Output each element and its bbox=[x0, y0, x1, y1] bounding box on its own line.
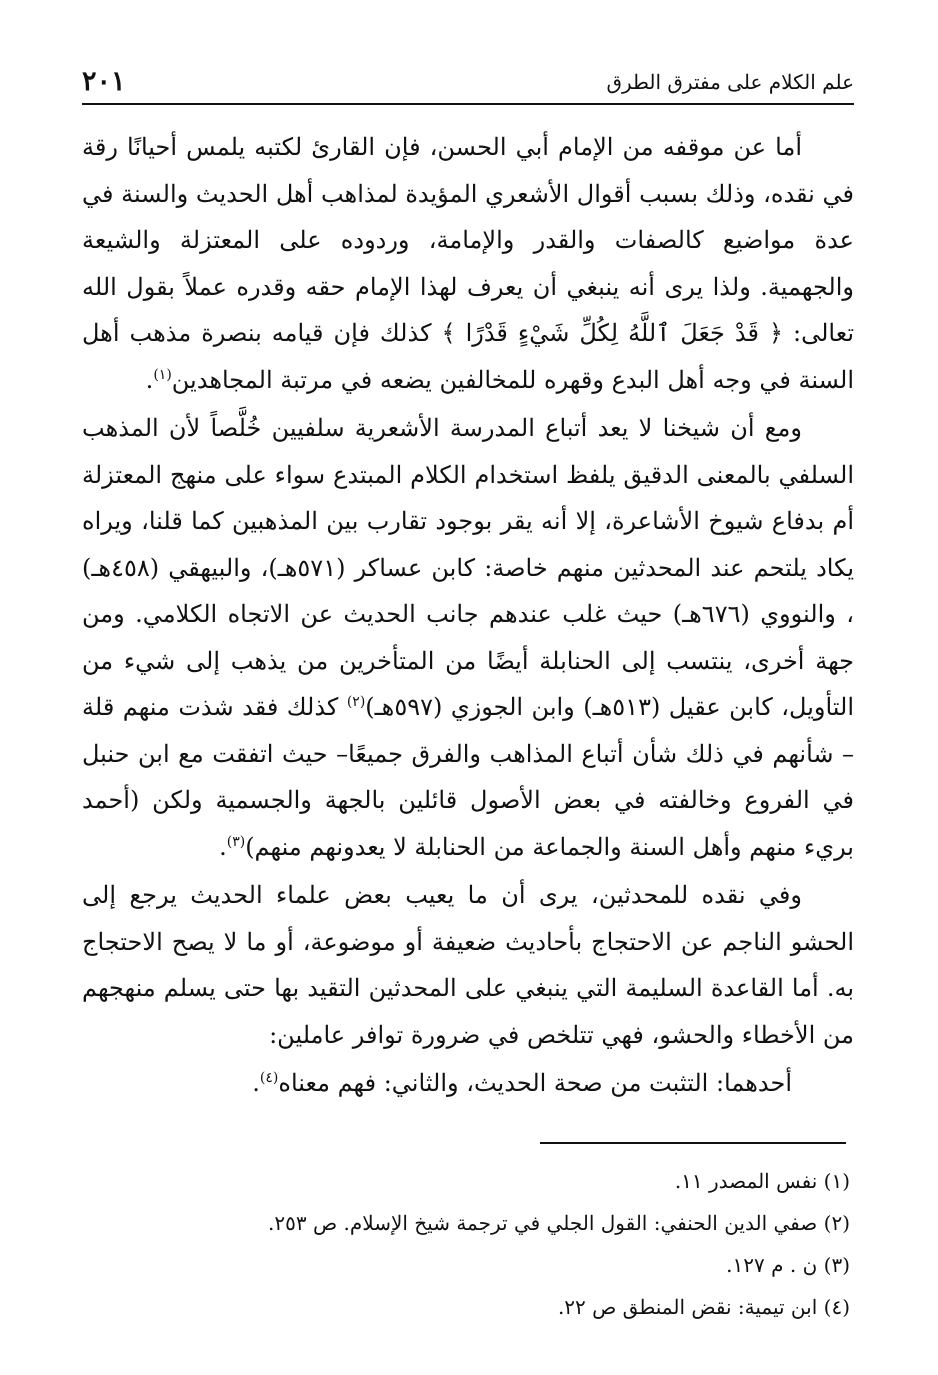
paragraph bbox=[82, 872, 854, 1058]
paragraph bbox=[82, 405, 854, 870]
paragraph-text: ومع أن شيخنا لا يعد أتباع المدرسة الأشعرية سلفيين خُلَّصاً لأن المذهب السلفي بالمعنى الدقيق يلفظ استخدام الكلام المبتدع سواء على منهج المعتزلة أم بدفاع شيوخ الأشاعرة، إلا أنه يقر بوجود تقارب بين المذهبين كما قلنا، ويراه يكاد يلتحم عند المحدثين منهم خاصة: كابن عساكر (٥٧١هـ)، والبيهقي (٤٥٨هـ) ، والنووي (٦٧٦هـ) حيث غلب عندهم جانب الحديث عن الاتجاه الكلامي. ومن جهة أخرى، ينتسب إلى الحنابلة أيضًا من المتأخرين من يذهب إلى شيء من التأويل، كابن عقيل (٥١٣هـ) وابن الجوزي (٥٩٧هـ) bbox=[82, 414, 855, 721]
header-divider bbox=[82, 103, 854, 105]
footnote-reference: (١) bbox=[153, 366, 172, 383]
paragraph-text: أما عن موقفه من الإمام أبي الحسن، فإن القارئ لكتبه يلمس أحيانًا رقة في نقده، وذلك بسبب أقوال الأشعري المؤيدة لمذاهب أهل الحديث والسنة في عدة مواضيع كالصفات والقدر والإمامة، وردوده على المعتزلة والشيعة والجهمية. ولذا يرى أنه ينبغي أن يعرف لهذا الإمام حقه وقدره عملاً بقول الله تعالى: ﴿ قَدْ جَعَلَ ٱللَّهُ لِكُلِّ شَيْءٍ قَدْرًا ﴾ كذلك فإن قيامه بنصرة مذهب أهل السنة في وجه أهل البدع وقهره للمخالفين يضعه في مرتبة المجاهدين bbox=[82, 133, 855, 394]
paragraph bbox=[82, 124, 854, 403]
running-header bbox=[82, 66, 854, 106]
paragraph bbox=[82, 1060, 854, 1107]
footnote: (٢) صفي الدين الحنفي: القول الجلي في ترجمة شيخ الإسلام. ص ٢٥٣. bbox=[268, 1211, 850, 1235]
paragraph-text: كذلك فقد شذت منهم قلة – شأنهم في ذلك شأن أتباع المذاهب والفرق جميعًا– حيث اتفقت مع ابن حنبل في الفروع وخالفته في بعض الأصول قائلين بالجهة والجسمية ولكن (أحمد بريء منهم وأهل السنة والجماعة من الحنابلة لا يعدونهم منهم) bbox=[82, 693, 854, 861]
footnote: (٣) ن . م ١٢٧. bbox=[726, 1253, 850, 1277]
page-number: ٢٠١ bbox=[82, 66, 126, 97]
footnote: (٤) ابن تيمية: نقض المنطق ص ٢٢. bbox=[557, 1295, 850, 1319]
paragraph-text: أحدهما: التثبت من صحة الحديث، والثاني: فهم معناه bbox=[278, 1069, 792, 1097]
footnote-reference: (٤) bbox=[259, 1070, 279, 1086]
footnotes bbox=[82, 1160, 850, 1328]
main-text bbox=[82, 124, 854, 1109]
footnote: (١) نفس المصدر ١١. bbox=[674, 1169, 850, 1193]
footnote-reference: (٢) bbox=[346, 694, 366, 710]
paragraph-text: وفي نقده للمحدثين، يرى أن ما يعيب بعض علماء الحديث يرجع إلى الحشو الناجم عن الاحتجاج بأحاديث ضعيفة أو موضوعة، أو ما لا يصح الاحتجاج به. أما القاعدة السليمة التي ينبغي على المحدثين التقيد بها حتى يسلم منهجهم من الأخطاء والحشو، فهي تتلخص في ضرورة توافر عاملين: bbox=[82, 881, 854, 1049]
paragraph-end: . bbox=[219, 832, 227, 861]
footnote-divider bbox=[540, 1142, 846, 1144]
footnote-reference: (٣) bbox=[226, 833, 246, 850]
paragraph-end: . bbox=[252, 1069, 260, 1097]
paragraph-end: . bbox=[145, 365, 154, 394]
running-title: علم الكلام على مفترق الطرق bbox=[606, 70, 854, 94]
